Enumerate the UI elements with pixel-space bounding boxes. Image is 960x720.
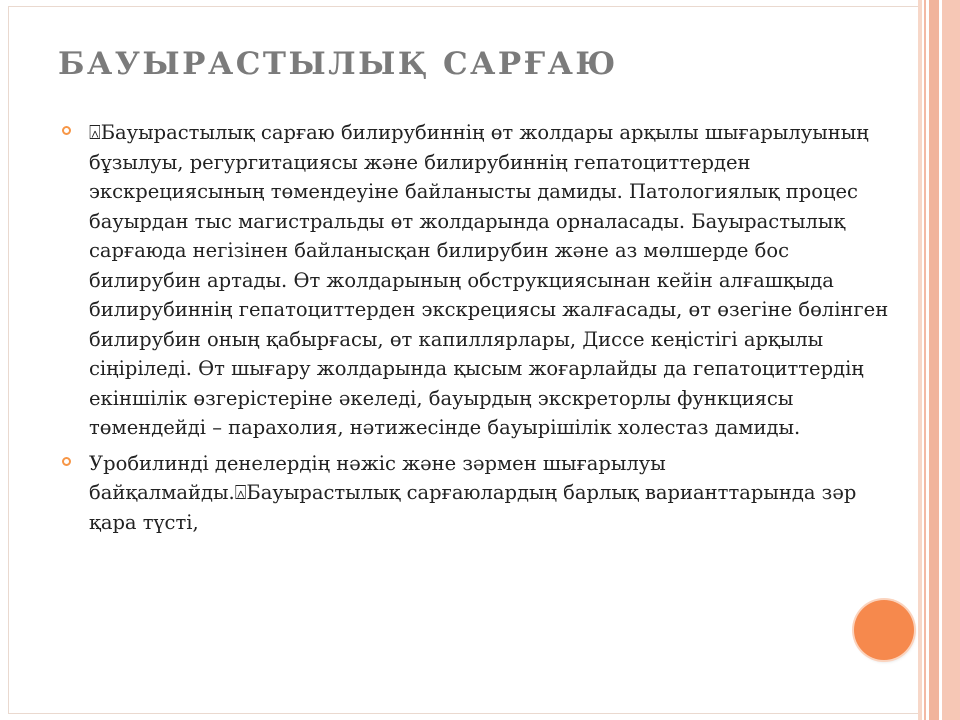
orange-circle-icon [854, 600, 914, 660]
bullet-text: Уробилинді денелердің нәжіс және зәрмен шығарылуы байқалмайды.⍓Бауырастылық сарғаюлардың барлық варианттарында зәр қара түсті, [89, 451, 857, 534]
right-stripes [918, 0, 960, 720]
slide-content [62, 118, 902, 543]
bullet-ring-icon [62, 457, 71, 466]
bullet-ring-icon [62, 126, 71, 135]
slide-title: БАУЫРАСТЫЛЫҚ САРҒАЮ [58, 46, 618, 82]
bullet-item [62, 449, 902, 538]
bullet-item [62, 118, 902, 443]
stripe [918, 0, 922, 720]
bullet-text: ⍓Бауырастылық сарғаю билирубиннің өт жолдары арқылы шығарылуының бұзылуы, регургитациясы және билирубиннің гепатоциттерден экскрециясының төмендеуіне байланысты дамиды. Патологиялық процес бауырдан тыс магистральды өт жолдарында орналасады. Бауырастылық сарғаюда негізінен байланысқан билирубин және аз мөлшерде бос билирубин артады. Өт жолдарының обструкциясынан кейін алғашқыда билирубиннің гепатоциттерден экскрециясы жалғасады, өт өзегіне бөлінген билирубин оның қабырғасы, өт капиллярлары, Диссе кеңістігі арқылы сіңіріледі. Өт шығару жолдарында қысым жоғарлайды да гепатоциттердің екіншілік өзгерістеріне әкеледі, бауырдың экскреторлы функциясы төмендейді – парахолия, нәтижесінде бауырішілік холестаз дамиды. [89, 121, 889, 439]
stripe [924, 0, 926, 720]
stripe [942, 0, 960, 720]
stripe [929, 0, 939, 720]
